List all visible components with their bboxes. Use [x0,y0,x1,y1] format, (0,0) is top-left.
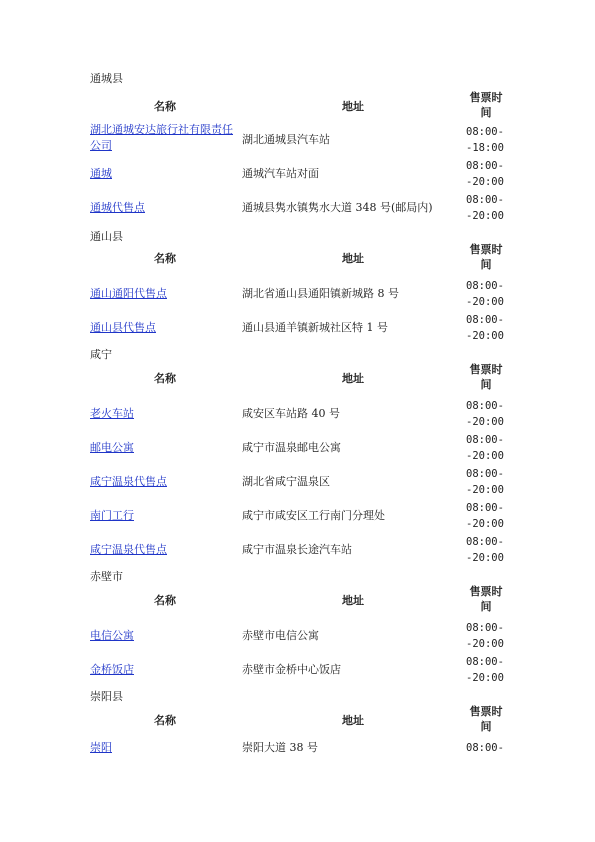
sale-hours-start: 08:00- [466,160,504,172]
outlet-address: 赤壁市金桥中心饭店 [242,663,341,676]
column-header-name: 名称 [154,100,176,113]
sale-hours [466,124,516,156]
sale-hours-end: -20:00 [466,176,504,188]
outlet-name-cell [90,286,238,302]
column-header-time-line1: 售票时 [469,705,503,718]
outlet-name-cell [90,474,238,490]
sale-hours-start: 08:00- [466,314,504,326]
column-header-time-line2: 间 [480,258,492,271]
outlet-name-cell [90,166,238,182]
column-header-time [466,90,506,120]
outlet-address: 湖北省咸宁温泉区 [242,475,330,488]
column-header-address: 地址 [342,372,364,385]
sale-hours-end: -20:00 [466,296,504,308]
column-header-time [466,584,506,614]
outlet-name-cell [90,542,238,558]
sale-hours-start: 08:00- [466,622,504,634]
section-title: 咸宁 [90,348,112,361]
sale-hours [466,398,516,430]
sale-hours-end: -20:00 [466,450,504,462]
column-header-time-line1: 售票时 [469,585,503,598]
outlet-name-cell [90,662,238,678]
outlet-name-link[interactable]: 湖北通城安达旅行社有限责任公司 [90,123,233,152]
section-title: 赤壁市 [90,570,123,583]
outlet-name-link[interactable]: 咸宁温泉代售点 [90,475,167,488]
sale-hours [466,158,516,190]
outlet-address: 湖北通城县汽车站 [242,133,330,146]
outlet-name-link[interactable]: 通城 [90,167,112,180]
sale-hours [466,740,516,756]
column-header-time-line2: 间 [480,378,492,391]
sale-hours-start: 08:00- [466,434,504,446]
outlet-name-link[interactable]: 通城代售点 [90,201,145,214]
sale-hours [466,192,516,224]
sale-hours-end: -20:00 [466,638,504,650]
column-header-time [466,242,506,272]
outlet-name-link[interactable]: 咸宁温泉代售点 [90,543,167,556]
section-title: 崇阳县 [90,690,123,703]
outlet-address: 通城县隽水镇隽水大道 348 号(邮局内) [242,201,433,214]
outlet-name-link[interactable]: 金桥饭店 [90,663,134,676]
column-header-time-line1: 售票时 [469,91,503,104]
sale-hours [466,278,516,310]
sale-hours [466,534,516,566]
outlet-address: 赤壁市电信公寓 [242,629,319,642]
outlet-name-cell [90,320,238,336]
column-header-name: 名称 [154,594,176,607]
sale-hours [466,432,516,464]
sale-hours [466,466,516,498]
outlet-address: 咸宁市温泉邮电公寓 [242,441,341,454]
outlet-name-cell [90,508,238,524]
outlet-name-link[interactable]: 邮电公寓 [90,441,134,454]
section-title: 通城县 [90,72,123,85]
section-title: 通山县 [90,230,123,243]
sale-hours-end: -18:00 [466,142,504,154]
sale-hours-end: -20:00 [466,484,504,496]
outlet-address: 咸安区车站路 40 号 [242,407,340,420]
column-header-name: 名称 [154,252,176,265]
outlet-name-cell [90,440,238,456]
sale-hours-start: 08:00- [466,536,504,548]
outlet-name-link[interactable]: 通山通阳代售点 [90,287,167,300]
column-header-time-line1: 售票时 [469,363,503,376]
column-header-time-line2: 间 [480,600,492,613]
outlet-address: 通城汽车站对面 [242,167,319,180]
sale-hours [466,620,516,652]
outlet-name-link[interactable]: 通山县代售点 [90,321,156,334]
sale-hours [466,312,516,344]
column-header-name: 名称 [154,714,176,727]
outlet-name-cell [90,628,238,644]
outlet-address: 咸宁市温泉长途汽车站 [242,543,352,556]
sale-hours-start: 08:00- [466,656,504,668]
sale-hours-start: 08:00- [466,468,504,480]
sale-hours-start: 08:00- [466,280,504,292]
column-header-address: 地址 [342,714,364,727]
outlet-name-cell [90,122,238,154]
sale-hours [466,654,516,686]
outlet-name-cell [90,200,238,216]
sale-hours-start: 08:00- [466,502,504,514]
outlet-name-link[interactable]: 电信公寓 [90,629,134,642]
outlet-name-cell [90,406,238,422]
outlet-name-cell [90,740,238,756]
column-header-time [466,704,506,734]
column-header-time-line2: 间 [480,720,492,733]
column-header-time-line2: 间 [480,106,492,119]
sale-hours-start: 08:00- [466,400,504,412]
column-header-address: 地址 [342,252,364,265]
outlet-address: 湖北省通山县通阳镇新城路 8 号 [242,287,399,300]
column-header-address: 地址 [342,100,364,113]
column-header-time [466,362,506,392]
sale-hours [466,500,516,532]
sale-hours-end: -20:00 [466,416,504,428]
outlet-name-link[interactable]: 老火车站 [90,407,134,420]
sale-hours-end: -20:00 [466,552,504,564]
outlet-address: 咸宁市咸安区工行南门分理处 [242,509,385,522]
column-header-address: 地址 [342,594,364,607]
sale-hours-start: 08:00- [466,194,504,206]
outlet-name-link[interactable]: 崇阳 [90,741,112,754]
column-header-name: 名称 [154,372,176,385]
sale-hours-end: -20:00 [466,672,504,684]
sale-hours-end: -20:00 [466,330,504,342]
column-header-time-line1: 售票时 [469,243,503,256]
outlet-address: 崇阳大道 38 号 [242,741,318,754]
outlet-name-link[interactable]: 南门工行 [90,509,134,522]
sale-hours-end: -20:00 [466,210,504,222]
sale-hours-end: -20:00 [466,518,504,530]
sale-hours-start: 08:00- [466,742,504,754]
outlet-address: 通山县通羊镇新城社区特 1 号 [242,321,388,334]
sale-hours-start: 08:00- [466,126,504,138]
